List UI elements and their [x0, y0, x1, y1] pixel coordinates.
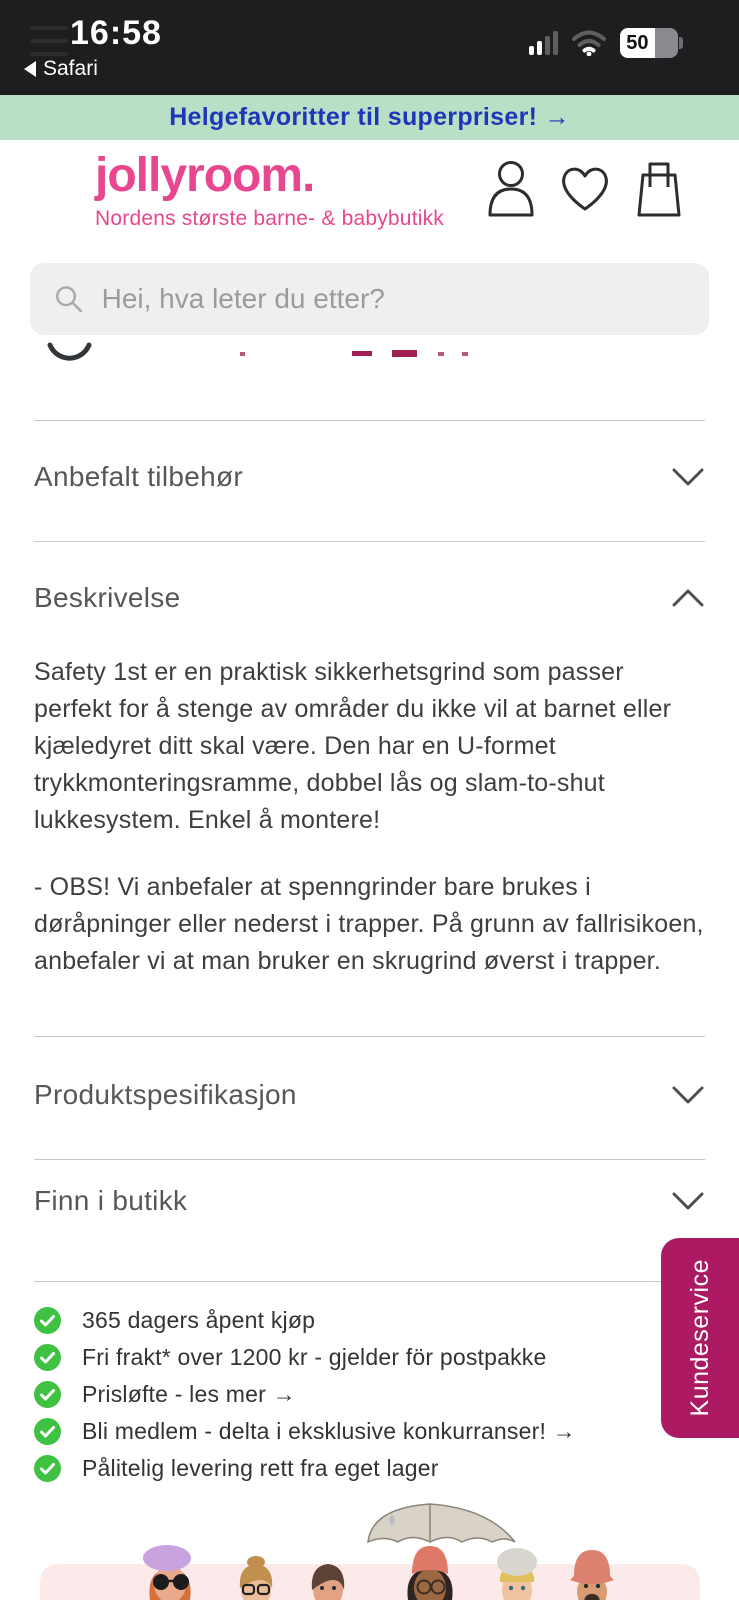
section-beskrivelse[interactable]: [34, 542, 705, 614]
check-circle-icon: [34, 1307, 61, 1334]
usp-label: Pålitelig levering rett fra eget lager: [82, 1455, 439, 1481]
wifi-icon: [572, 30, 606, 56]
section-anbefalt-tilbehor[interactable]: [34, 421, 705, 541]
cutoff-graphics: [0, 335, 739, 368]
check-circle-icon: [34, 1381, 61, 1408]
usp-item[interactable]: [34, 1339, 705, 1376]
search-input[interactable]: [102, 283, 685, 315]
description-paragraph: - OBS! Vi anbefaler at spenngrinder bare brukes i døråpninger eller nederst i trapper. På grunn av fallrisikoen, anbefaler vi at man bruker en skrugrind øverst i trapper.: [34, 873, 704, 975]
section-title: Produktspesifikasjon: [34, 1079, 297, 1110]
description-paragraph: Safety 1st er en praktisk sikkerhetsgrind som passer perfekt for å stenge av områder du ikke vil at barnet eller kjæledyret ditt skal være. Den har en U-formet trykkmonteringsramme, dobbel lås og slam-to-shut lukkesystem. Enkel å montere!: [34, 658, 672, 834]
chevron-down-icon: [671, 466, 705, 488]
clock: 16:58: [70, 14, 162, 52]
description-body: [34, 654, 705, 1036]
usp-label: Fri frakt* over 1200 kr - gjelder för postpakke: [82, 1344, 547, 1370]
cellular-signal-icon: [529, 31, 558, 55]
usp-item[interactable]: [34, 1413, 705, 1450]
menu-button[interactable]: [30, 26, 68, 56]
check-circle-icon: [34, 1455, 61, 1482]
kundeservice-tab[interactable]: [661, 1238, 739, 1438]
site-header: [0, 140, 739, 260]
shopping-bag-icon: [635, 161, 683, 217]
check-circle-icon: [34, 1418, 61, 1445]
search-icon: [54, 283, 84, 315]
divider: [34, 1281, 705, 1282]
wishlist-button[interactable]: [559, 158, 611, 220]
jollyroom-logo[interactable]: jollyroom.: [95, 149, 315, 202]
header-tagline: Nordens største barne- & babybutikk: [95, 207, 444, 230]
back-arrow-icon: [24, 61, 36, 77]
usp-label: 365 dagers åpent kjøp: [82, 1307, 316, 1333]
scroll-cutoff-row: [0, 335, 739, 368]
battery-nub: [679, 37, 683, 49]
chevron-up-icon: [671, 587, 705, 609]
usp-label: Bli medlem - delta i eksklusive konkurranser! →: [82, 1418, 576, 1444]
promo-banner: [0, 95, 739, 140]
battery-indicator: [620, 28, 683, 58]
back-label: Safari: [43, 57, 98, 80]
usp-item[interactable]: [34, 1376, 705, 1413]
status-bar: [0, 0, 739, 95]
section-finn-i-butikk[interactable]: [34, 1160, 705, 1281]
usp-item[interactable]: [34, 1450, 705, 1487]
account-button[interactable]: [485, 158, 537, 220]
person-icon: [487, 160, 535, 218]
search-bar[interactable]: [30, 263, 709, 335]
usp-list: [34, 1302, 705, 1487]
back-to-safari-link[interactable]: [24, 57, 98, 81]
battery-percent: 50: [620, 28, 655, 58]
section-title: Finn i butikk: [34, 1185, 188, 1216]
check-circle-icon: [34, 1344, 61, 1371]
chevron-down-icon: [671, 1190, 705, 1212]
usp-label: Prisløfte - les mer →: [82, 1381, 296, 1407]
heart-icon: [559, 165, 611, 213]
usp-item[interactable]: [34, 1302, 705, 1339]
section-title: Anbefalt tilbehør: [34, 461, 243, 492]
cart-button[interactable]: [633, 158, 685, 220]
promo-banner-link[interactable]: Helgefavoritter til superpriser! →: [169, 103, 570, 131]
section-produktspesifikasjon[interactable]: [34, 1037, 705, 1159]
kundeservice-label: Kundeservice: [685, 1259, 714, 1417]
section-title: Beskrivelse: [34, 582, 181, 613]
team-avatars-illustration: [0, 1500, 739, 1600]
chevron-down-icon: [671, 1084, 705, 1106]
